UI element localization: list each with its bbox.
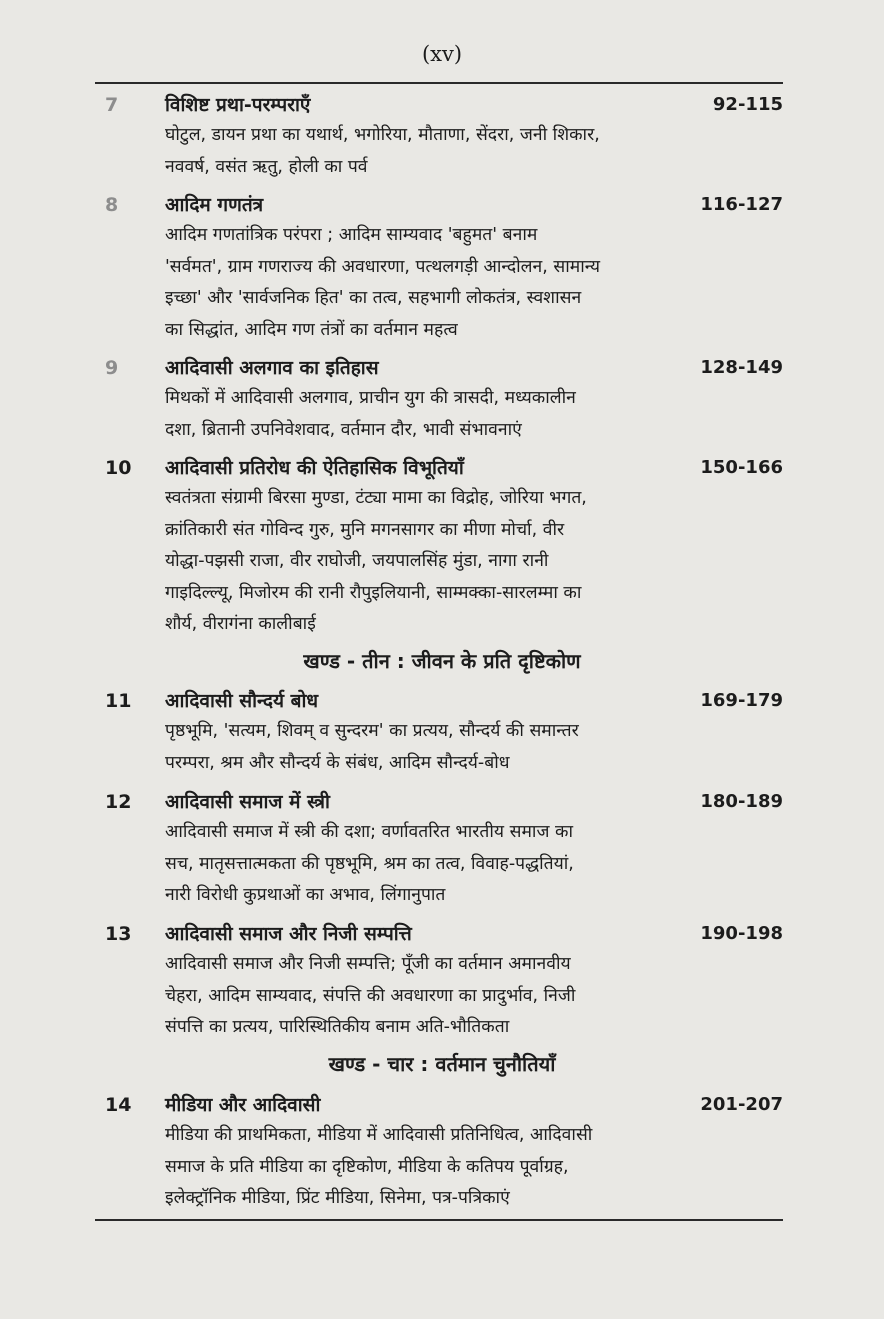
chapter-pages: 201-207 [700,1094,783,1115]
chapter-number: 10 [105,457,132,479]
description-line: सच, मातृसत्तात्मकता की पृष्ठभूमि, श्रम का तत्व, विवाह-पद्धतियां, [165,853,574,874]
chapter-title: विशिष्ट प्रथा-परम्पराएँ [165,94,311,116]
description-line: पृष्ठभूमि, 'सत्यम, शिवम् व सुन्दरम' का प्रत्यय, सौन्दर्य की समान्तर [165,721,579,741]
description-line: घोटुल, डायन प्रथा का यथार्थ, भगोरिया, मौताणा, सेंदरा, जनी शिकार, [165,125,600,145]
description-line: इच्छा' और 'सार्वजनिक हित' का तत्व, सहभागी लोकतंत्र, स्वशासन [165,288,582,308]
section-heading-four: खण्ड - चार : वर्तमान चुनौतियाँ [328,1052,556,1076]
chapter-pages: 92-115 [712,94,783,115]
chapter-description [165,120,675,183]
description-line: दशा, ब्रितानी उपनिवेशवाद, वर्तमान दौर, भावी संभावनाएं [165,419,522,440]
chapter-title: मीडिया और आदिवासी [165,1094,321,1116]
chapter-pages: 169-179 [700,690,783,711]
chapter-number: 11 [105,690,132,712]
description-line: इलेक्ट्रॉनिक मीडिया, प्रिंट मीडिया, सिनेमा, पत्र-पत्रिकाएं [165,1188,510,1208]
description-line: क्रांतिकारी संत गोविन्द गुरु, मुनि मगनसागर का मीणा मोर्चा, वीर [165,519,565,540]
description-line: आदिवासी समाज में स्त्री की दशा; वर्णावतरित भारतीय समाज का [165,822,573,842]
chapter-pages: 150-166 [700,457,783,478]
chapter-title: आदिवासी अलगाव का इतिहास [165,357,379,379]
description-line: 'सर्वमत', ग्राम गणराज्य की अवधारणा, पत्थलगड़ी आन्दोलन, सामान्य [165,256,601,277]
chapter-pages: 180-189 [700,791,783,812]
chapter-description [165,220,675,346]
section-heading-three: खण्ड - तीन : जीवन के प्रति दृष्टिकोण [303,649,581,673]
description-line: योद्धा-पझसी राजा, वीर राघोजी, जयपालसिंह मुंडा, नागा रानी [165,551,549,571]
chapter-title: आदिवासी प्रतिरोध की ऐतिहासिक विभूतियाँ [165,457,464,479]
chapter-title: आदिवासी समाज में स्त्री [165,791,330,813]
description-line: मीडिया की प्राथमिकता, मीडिया में आदिवासी प्रतिनिधित्व, आदिवासी [165,1125,593,1145]
page-number: (xv) [421,42,463,66]
chapter-number: 14 [105,1094,132,1116]
chapter-number: 9 [105,357,119,379]
chapter-number: 8 [105,194,119,216]
top-rule [95,82,783,84]
description-line: नारी विरोधी कुप्रथाओं का अभाव, लिंगानुपात [165,885,446,905]
description-line: नववर्ष, वसंत ऋतु, होली का पर्व [165,156,368,177]
chapter-number: 12 [105,791,132,813]
description-line: परम्परा, श्रम और सौन्दर्य के संबंध, आदिम सौन्दर्य-बोध [165,752,510,773]
chapter-description [165,817,675,912]
chapter-number: 13 [105,923,132,945]
chapter-pages: 116-127 [700,194,783,215]
description-line: मिथकों में आदिवासी अलगाव, प्राचीन युग की त्रासदी, मध्यकालीन [165,388,576,408]
chapter-title: आदिवासी समाज और निजी सम्पत्ति [165,923,412,945]
description-line: आदिवासी समाज और निजी सम्पत्ति; पूँजी का वर्तमान अमानवीय [165,954,571,974]
chapter-description [165,716,675,779]
bottom-rule [95,1219,783,1221]
chapter-number: 7 [105,94,119,116]
chapter-title: आदिम गणतंत्र [165,194,264,216]
description-line: चेहरा, आदिम साम्यवाद, संपत्ति की अवधारणा का प्रादुर्भाव, निजी [165,985,576,1006]
chapter-description [165,1120,675,1215]
description-line: आदिम गणतांत्रिक परंपरा ; आदिम साम्यवाद 'बहुमत' बनाम [165,225,538,245]
description-line: शौर्य, वीरागंना कालीबाई [165,614,316,634]
description-line: स्वतंत्रता संग्रामी बिरसा मुण्डा, टंट्या मामा का विद्रोह, जोरिया भगत, [165,488,587,508]
chapter-description [165,383,675,446]
chapter-description [165,949,675,1044]
chapter-title: आदिवासी सौन्दर्य बोध [165,690,319,712]
description-line: संपत्ति का प्रत्यय, पारिस्थितिकीय बनाम अति-भौतिकता [165,1017,510,1037]
description-line: का सिद्धांत, आदिम गण तंत्रों का वर्तमान महत्व [165,319,458,340]
chapter-pages: 190-198 [700,923,783,944]
description-line: समाज के प्रति मीडिया का दृष्टिकोण, मीडिया के कतिपय पूर्वाग्रह, [165,1156,569,1177]
chapter-pages: 128-149 [700,357,783,378]
chapter-description [165,483,675,641]
description-line: गाइदिल्ल्यू, मिजोरम की रानी रौपुइलियानी, साम्मक्का-सारलम्मा का [165,582,582,603]
